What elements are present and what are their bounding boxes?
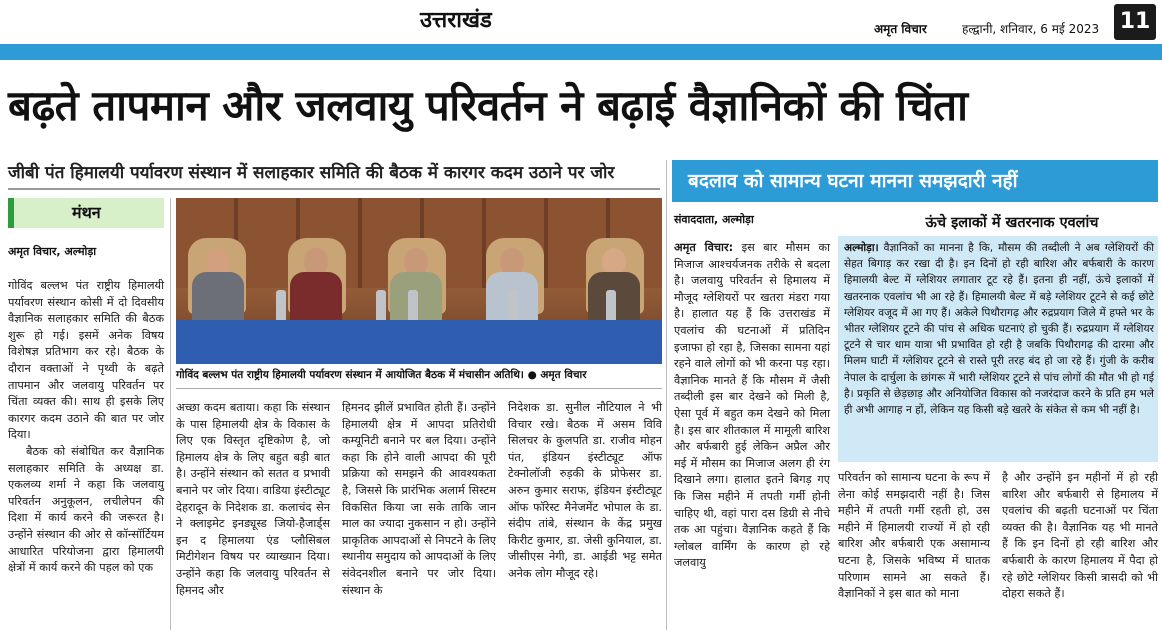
masthead-rule xyxy=(0,44,1162,60)
box-lead: अल्मोड़ा। xyxy=(844,242,879,254)
dateline: हल्द्वानी, शनिवार, 6 मई 2023 xyxy=(962,22,1100,36)
photo-caption: गोविंद बल्लभ पंत राष्ट्रीय हिमालयी पर्यावरण संस्थान में आयोजित बैठक में मंचासीन अतिथि। ● अमृत विचार xyxy=(176,369,587,381)
page-number: 11 xyxy=(1114,4,1156,40)
paragraph: निदेशक डा. सुनील नौटियाल ने भी विचार रखे। बैठक में असम विवि सिलचर के कुलपति डा. राजीव मोहन पंत, इंडियन इंस्टीट्यूट ऑफ टेक्नोलॉजी रुड़की के प्रोफेसर डा. अरुन कुमार सराफ, इंडियन इंस्टीट्यूट ऑफ फॉरेस्ट मैनेजमेंट भोपाल के डा. संदीप तांबे, संस्थान के केंद्र प्रमुख किरीट कुमार, डा. जेसी कुनियाल, डा. जीसीएस नेगी, डा. आईडी भट्ट समेत अनेक लोग मौजूद रहे। xyxy=(508,401,662,580)
side-story-byline: संवाददाता, अल्मोड़ा xyxy=(674,213,754,226)
side-story-column-c xyxy=(1002,470,1158,603)
side-story-column-b xyxy=(838,470,990,603)
box-title: ऊंचे इलाकों में खतरनाक एवलांच xyxy=(925,215,1099,231)
meeting-photo xyxy=(176,198,662,364)
article-column-4 xyxy=(508,400,662,583)
story-divider xyxy=(666,160,667,630)
section-name: उत्तराखंड xyxy=(420,8,492,33)
side-story-banner: बदलाव को सामान्य घटना मानना समझदारी नहीं xyxy=(672,160,1158,202)
paragraph: अमृत विचार: इस बार मौसम का मिजाज आश्चर्यजनक तरीके से बदला है। जलवायु परिवर्तन से हिमालय में मौजूद ग्लेशियरों पर खतरा मंडरा गया है। हालात यह हैं कि उत्तराखंड में एवलांच की घटनाओं में प्रतिदिन इजाफा हो रहा है, जिसका सामना यहां रहने वाले लोगों को भी करना पड़ रहा। वैज्ञानिक मानते हैं कि मौसम में जैसी तब्दीली इस बार देखने को मिली है, ऐसा पूर्व में बहुत कम देखने को मिला है। इस बार शीतकाल में मामूली बारिश और बर्फबारी हुई लेकिन अप्रैल और मई में मौसम का मिजाज अलग ही रंग दिखाने लगा। हालात इतने बिगड़ गए कि जिस महीने में तपती गर्मी होनी चाहिए थी, वहां पारा दस डिग्री से नीचे तक आ पहुंचा। वैज्ञानिक कहते हैं कि ग्लोबल वार्मिंग के कारण हो रहे जलवायु xyxy=(674,241,830,570)
main-headline: बढ़ते तापमान और जलवायु परिवर्तन ने बढ़ाई वैज्ञानिकों की चिंता xyxy=(8,81,968,130)
paragraph: हिमनद झीलें प्रभावित होती हैं। उन्होंने हिमालयी क्षेत्र में आपदा प्रतिरोधी कम्यूनिटी बनाने पर बल दिया। उन्होंने कहा कि होने वाली आपदा की पूरी प्रक्रिया को समझने की आवश्यकता है, जिससे कि प्रारंभिक अलार्म सिस्टम विकसित किया जा सके ताकि जान माल का ज्यादा नुकसान न हो। उन्होंने प्राकृतिक आपदाओं से निपटने के लिए स्थानीय समुदाय को आपदाओं के लिए संवेदनशील बनाने पर जोर दिया। संस्थान के xyxy=(342,401,496,597)
article-column-1 xyxy=(8,278,164,577)
article-column-2 xyxy=(176,400,330,599)
paragraph: अच्छा कदम बताया। कहा कि संस्थान के पास हिमालयी क्षेत्र के विकास के लिए एक विस्तृत दृष्टिकोण है, जो हिमालय क्षेत्र के लिए बहुत बड़ी बात है। उन्होंने संस्थान को सतत व प्रभावी बनाने पर जोर दिया। वाडिया इंस्टीट्यूट देहरादून के निदेशक डा. कलाचंद सेन ने क्लाइमेट इनड्यूस्ड जियो-हैजार्ड्स इन द हिमालया एंड प्लौसिबल मिटीगेशन विषय पर व्याख्यान दिया। उन्होंने कहा कि जलवायु परिवर्तन से हिमनद और xyxy=(176,401,330,597)
paragraph: गोविंद बल्लभ पंत राष्ट्रीय हिमालयी पर्यावरण संस्थान कोसी में दो दिवसीय वैज्ञानिक सलाहकार समिति की बैठक शुरू हो गई। इसमें अनेक विषय विशेषज्ञ प्रतिभाग कर रहे। बैठक के दौरान वक्ताओं ने पृथ्वी के बढ़ते तापमान और जलवायु परिवर्तन पर चिंता व्यक्त की। साथ ही इसके लिए कारगर कदम उठाने की बात पर जोर दिया। xyxy=(8,279,164,442)
paragraph: है और उन्होंने इन महीनों में हो रही बारिश और बर्फबारी से हिमालय में एवलांच की बढ़ती घटनाओं पर चिंता व्यक्त की है। वैज्ञानिक यह भी मानते हैं कि इन दिनों हो रही बारिश और बर्फबारी के कारण हिमालय में पैदा हो रहे छोटे ग्लेशियर किसी त्रासदी को भी दोहरा सकते हैं। xyxy=(1002,471,1158,601)
side-story-column-a xyxy=(674,240,830,572)
caption-rule xyxy=(176,388,662,389)
masthead xyxy=(0,0,1162,44)
subhead: जीबी पंत हिमालयी पर्यावरण संस्थान में सलाहकार समिति की बैठक में कारगर कदम उठाने पर जोर xyxy=(8,163,615,183)
paper-name: अमृत विचार xyxy=(874,22,927,36)
side-story-lead: अमृत विचार: xyxy=(674,241,734,254)
column-divider xyxy=(170,198,171,630)
paragraph: परिवर्तन को सामान्य घटना के रूप में लेना कोई समझदारी नहीं है। जिस महीने में तपती गर्मी रहती हो, उस महीने में हिमालयी राज्यों में हो रही बारिश और बर्फबारी एक असामान्य घटना है, जिसके भविष्य में घातक परिणाम सामने आ सकते हैं। वैज्ञानिकों ने इस बात को माना xyxy=(838,471,990,601)
column-tag: मंथन xyxy=(8,198,164,228)
info-box-text: अल्मोड़ा। वैज्ञानिकों का मानना है कि, मौसम की तब्दीली ने अब ग्लेशियरों की सेहत बिगाड़ कर रखा दी है। इन दिनों हो रही बारिश और बर्फबारी के कारण हिमालयी बेल्ट में ग्लेशियर लगातार टूट रहे हैं। इतना ही नहीं, ऊंचे इलाकों में खतरनाक एवलांच भी आ रहे हैं। हिमालयी बेल्ट में बड़े ग्लेशियर टूटने से कई छोटे ग्लेशियर वजूद में आ गए हैं। अकेले पिथौरागढ़ और रुद्रप्रयाग जिले में हफ्ते भर के भीतर ग्लेशियर टूटने की पांच से अधिक घटनाएं हो चुकी हैं। रुद्रप्रयाग में ग्लेशियर टूटने से चार धाम यात्रा भी प्रभावित हो रही है जबकि पिथौरागढ़ की दारमा और मिलम घाटी में ग्लेशियर टूटने से रास्ते पूरी तरह बंद हो जा रहे हैं। गुंजी के करीब नेपाल के दार्चुला के छांगरू में भारी ग्लेशियर टूटने से पांच लोगों की मौत भी हो गई है। प्रकृति से छेड़छाड़ और अनियोजित विकास को नजरंदाज करने के प्रति हम भले ही अभी आगाह न हों, लेकिन यह किसी बड़े खतरे के संकेत से कम भी नहीं है। xyxy=(844,242,1154,417)
byline-main: अमृत विचार, अल्मोड़ा xyxy=(8,245,97,258)
subhead-rule xyxy=(8,188,660,190)
paragraph: बैठक को संबोधित कर वैज्ञानिक सलाहकार समिति के अध्यक्ष डा. एकलव्य शर्मा ने कहा कि जलवायु परिवर्तन अनुकूलन, लचीलेपन की दिशा में कार्य करने की जरूरत है। उन्होंने संस्थान की ओर से कॉन्सॉर्टियम आधारित परियोजना द्वारा हिमालयी क्षेत्रों में कार्य करने की पहल को एक xyxy=(8,444,164,575)
article-column-3 xyxy=(342,400,496,599)
